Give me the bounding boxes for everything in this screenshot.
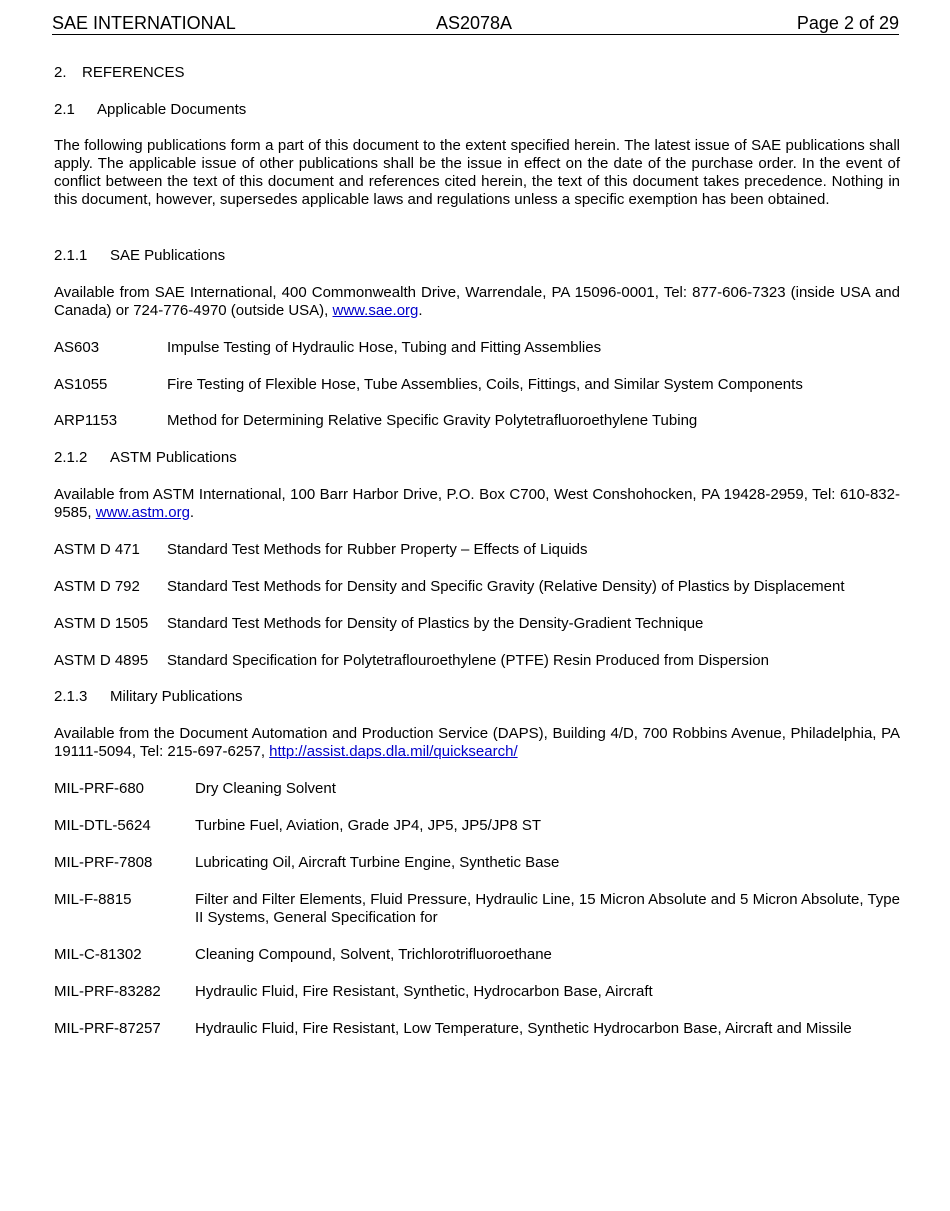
subsection-2-1-1-number: 2.1.1 xyxy=(54,247,88,264)
reference-title: Cleaning Compound, Solvent, Trichlorotrifluoroethane xyxy=(195,946,552,963)
sae-availability-text: Available from SAE International, 400 Commonwealth Drive, Warrendale, PA 15096-0001, Tel: 877-606-7323 (inside USA and Canada) or 724-776-4970 (outside USA), xyxy=(54,284,900,319)
applicable-documents-paragraph: The following publications form a part of this document to the extent specified herein. The latest issue of SAE publications shall apply. The applicable issue of other publications shall be the issue in effect on the date of the purchase order. In the event of conflict between the text of this document and references cited herein, the text of this document takes precedence. Nothing in this document, however, supersedes applicable laws and regulations unless a specific exemption has been obtained. xyxy=(54,137,900,208)
reference-title: Fire Testing of Flexible Hose, Tube Assemblies, Coils, Fittings, and Similar System Components xyxy=(167,376,803,393)
reference-code: ASTM D 4895 xyxy=(54,652,149,669)
reference-title: Standard Specification for Polytetraflouroethylene (PTFE) Resin Produced from Dispersion xyxy=(167,652,769,669)
reference-title: Filter and Filter Elements, Fluid Pressure, Hydraulic Line, 15 Micron Absolute and 5 Micron Absolute, Type II Systems, General Specification for xyxy=(195,891,900,926)
reference-title: Dry Cleaning Solvent xyxy=(195,780,336,797)
reference-code: MIL-PRF-87257 xyxy=(54,1020,161,1037)
sae-website-link[interactable]: www.sae.org xyxy=(332,302,419,319)
reference-code: ASTM D 471 xyxy=(54,541,140,558)
header-org: SAE INTERNATIONAL xyxy=(52,13,236,33)
military-availability-paragraph xyxy=(54,725,900,761)
subsection-2-1-3-number: 2.1.3 xyxy=(54,688,88,705)
reference-title: Hydraulic Fluid, Fire Resistant, Low Temperature, Synthetic Hydrocarbon Base, Aircraft and Missile xyxy=(195,1020,852,1037)
reference-title: Standard Test Methods for Density and Specific Gravity (Relative Density) of Plastics by Displacement xyxy=(167,578,845,595)
reference-code: MIL-PRF-83282 xyxy=(54,983,161,1000)
subsection-2-1-1-heading xyxy=(54,247,900,265)
section-heading xyxy=(54,64,900,82)
reference-code: MIL-PRF-680 xyxy=(54,780,145,797)
reference-title: Standard Test Methods for Rubber Property – Effects of Liquids xyxy=(167,541,588,558)
subsection-2-1-number: 2.1 xyxy=(54,101,75,118)
section-number: 2. xyxy=(54,64,67,81)
header-doc-number: AS2078A xyxy=(436,13,513,33)
reference-title: Method for Determining Relative Specific Gravity Polytetrafluoroethylene Tubing xyxy=(167,412,698,429)
page-header xyxy=(52,12,899,35)
sae-availability-paragraph xyxy=(54,284,900,320)
reference-code: ASTM D 792 xyxy=(54,578,140,595)
reference-code: MIL-C-81302 xyxy=(54,946,142,963)
reference-code: ARP1153 xyxy=(54,412,118,429)
subsection-2-1-2-number: 2.1.2 xyxy=(54,449,88,466)
subsection-2-1-title: Applicable Documents xyxy=(97,101,247,118)
section-title: REFERENCES xyxy=(82,64,185,81)
reference-code: AS1055 xyxy=(54,376,108,393)
reference-title: Hydraulic Fluid, Fire Resistant, Synthetic, Hydrocarbon Base, Aircraft xyxy=(195,983,653,1000)
reference-title: Standard Test Methods for Density of Plastics by the Density-Gradient Technique xyxy=(167,615,704,632)
astm-link-period: . xyxy=(189,504,195,521)
astm-website-link[interactable]: www.astm.org xyxy=(95,504,190,521)
subsection-2-1-3-title: Military Publications xyxy=(110,688,243,705)
astm-availability-text: Available from ASTM International, 100 Barr Harbor Drive, P.O. Box C700, West Conshohocken, PA 19428-2959, Tel: 610-832-9585, xyxy=(54,486,900,521)
reference-code: MIL-F-8815 xyxy=(54,891,132,908)
reference-title: Impulse Testing of Hydraulic Hose, Tubing and Fitting Assemblies xyxy=(167,339,602,356)
military-availability-text: Available from the Document Automation and Production Service (DAPS), Building 4/D, 700 Robbins Avenue, Philadelphia, PA 19111-5094, Tel: 215-697-6257, xyxy=(54,725,900,760)
sae-link-period: . xyxy=(418,302,423,319)
reference-title: Turbine Fuel, Aviation, Grade JP4, JP5, JP5/JP8 ST xyxy=(195,817,542,834)
subsection-2-1-heading xyxy=(54,101,900,119)
header-page-number: Page 2 of 29 xyxy=(796,13,899,33)
reference-code: AS603 xyxy=(54,339,100,356)
reference-code: ASTM D 1505 xyxy=(54,615,149,632)
astm-availability-paragraph xyxy=(54,486,900,522)
reference-code: MIL-DTL-5624 xyxy=(54,817,151,834)
subsection-2-1-1-title: SAE Publications xyxy=(110,247,226,264)
subsection-2-1-2-title: ASTM Publications xyxy=(110,449,237,466)
reference-title: Lubricating Oil, Aircraft Turbine Engine, Synthetic Base xyxy=(195,854,560,871)
reference-code: MIL-PRF-7808 xyxy=(54,854,153,871)
subsection-2-1-2-heading xyxy=(54,449,900,467)
subsection-2-1-3-heading xyxy=(54,688,900,706)
assist-quicksearch-link[interactable]: http://assist.daps.dla.mil/quicksearch/ xyxy=(269,743,518,760)
